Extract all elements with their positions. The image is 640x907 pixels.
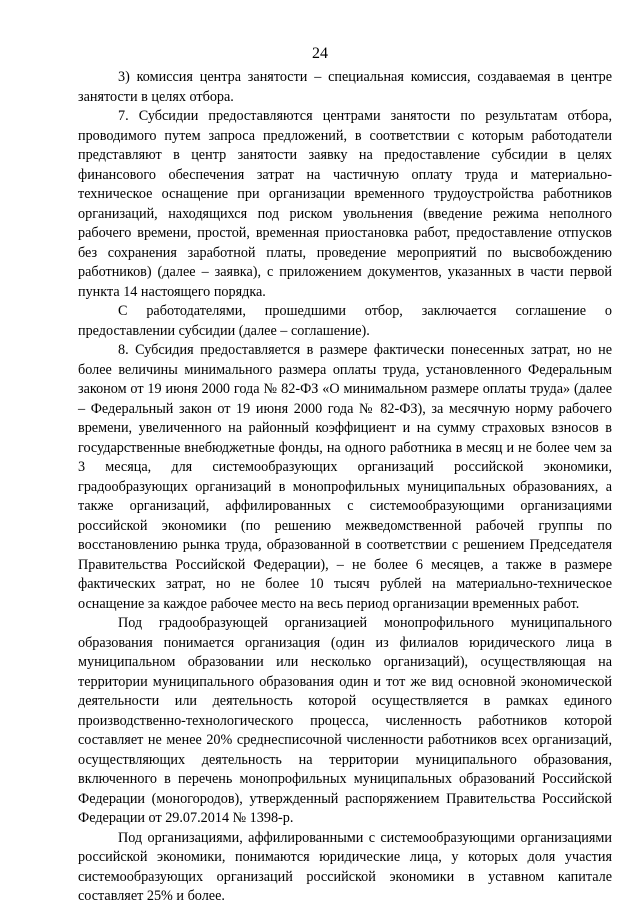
paragraph-item-8-subsidy-amount: 8. Субсидия предоставляется в размере фактически понесенных затрат, но не более величины минимального размера оплаты труда, установленного Федеральным законом от 19 июня 2000 года № 82-ФЗ «О минимальном размере оплаты труда» (далее – Федеральный закон от 19 июня 2000 года № 82-ФЗ), за месячную норму рабочего времени, увеличенного на районный коэффициент и на сумму страховых взносов в государственные внебюджетные фонды, на одного работника в месяц и не более чем за 3 месяца, для системообразующих организаций российской экономики, градообразующих организаций в монопрофильных муниципальных образованиях, а также организаций, аффилированных с системообразующими организациями российской экономики (по решению межведомственной рабочей группы по восстановлению рынка труда, образованной в соответствии с решением Председателя Правительства Российской Федерации), – не более 6 месяцев, а также в размере фактических затрат, но не более 10 тысяч рублей на материально-техническое оснащение за каждое рабочее место на весь период организации временных работ. bbox=[78, 342, 612, 612]
paragraph-agreement: С работодателями, прошедшими отбор, заключается соглашение о предоставлении субсидии (далее – соглашение). bbox=[78, 303, 612, 339]
document-body bbox=[78, 68, 612, 907]
paragraph-commission-definition: 3) комиссия центра занятости – специальная комиссия, создаваемая в центре занятости в целях отбора. bbox=[78, 69, 612, 105]
paragraph-city-forming-organization: Под градообразующей организацией монопрофильного муниципального образования понимается организация (один из филиалов юридического лица в муниципальном образовании или несколько организаций), осуществляющая на территории муниципального образования один и тот же вид основной экономической деятельности или деятельность которой осуществляется в рамках единого производственно-технологического процесса, численность работников которой составляет не менее 20% среднесписочной численности работников всех организаций, осуществляющих деятельность на территории муниципального образования, включенного в перечень монопрофильных муниципальных образований Российской Федерации (моногородов), утвержденный распоряжением Правительства Российской Федерации от 29.07.2014 № 1398-р. bbox=[78, 615, 612, 826]
paragraph-item-7-subsidies: 7. Субсидии предоставляются центрами занятости по результатам отбора, проводимого путем запроса предложений, в соответствии с которым работодатели представляют в центр занятости заявку на предоставление субсидии в целях финансового обеспечения затрат на частичную оплату труда и материально-техническое оснащение при организации временного трудоустройства работников организаций, находящихся под риском увольнения (введение режима неполного рабочего времени, простой, временная приостановка работ, предоставление отпусков без сохранения заработной платы, проведение мероприятий по высвобождению работников) (далее – заявка), с приложением документов, указанных в части первой пункта 14 настоящего порядка. bbox=[78, 108, 612, 300]
paragraph-affiliated-organizations: Под организациями, аффилированными с системообразующими организациями российской экономики, понимаются юридические лица, у которых доля участия системообразующих организаций российской экономики в уставном капитале составляет 25% и более. bbox=[78, 829, 612, 904]
page-number: 24 bbox=[312, 45, 328, 62]
